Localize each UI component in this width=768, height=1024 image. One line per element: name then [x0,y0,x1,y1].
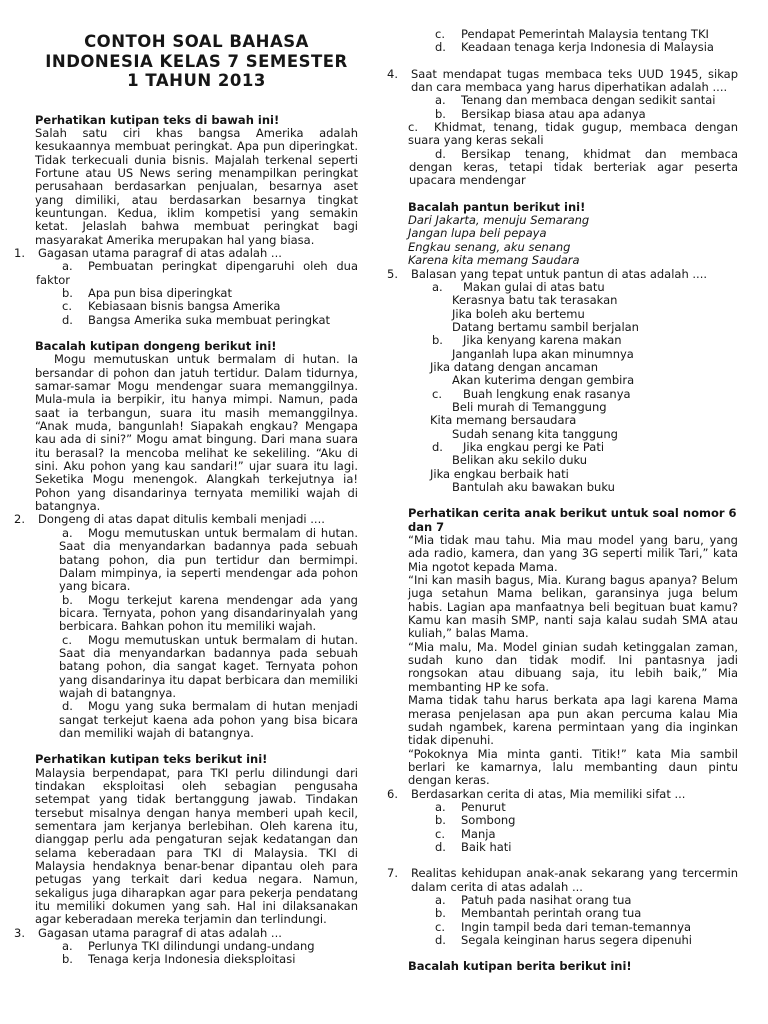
pantun-answer-line: Jika engkau pergi ke Pati [463,439,605,454]
question-4-option-d [387,148,738,188]
option-text: Membantah perintah orang tua [461,906,642,921]
question-2-text: Dongeng di atas dapat ditulis kembali menjadi .... [38,512,325,527]
pantun-answer-line: Datang bertamu sambil berjalan [452,319,639,334]
pantun-answer-line: Jika datang dengan ancaman [430,359,599,374]
question-5-number: 5. [387,266,398,281]
question-4-option-c [387,121,738,148]
story-paragraph-5: “Pokoknya Mia minta ganti. Titik!” kata Mia sambil berlari ke kamarnya, lalu membanting daun pintu dengan keras. [408,746,738,788]
option-text: Manja [461,826,496,841]
option-text: Khidmat, tenang, tidak gugup, membaca dengan suara yang keras sekali [408,120,738,148]
option-text: Baik hati [461,839,512,854]
left-column [14,28,358,967]
option-text: Apa pun bisa diperingkat [88,285,232,300]
right-column [387,28,738,974]
option-label: c. [435,826,445,841]
question-3-option-b [14,953,358,966]
question-1-option-d [14,314,358,327]
question-1-option-a [14,260,358,287]
pantun-answer-line: Kerasnya batu tak terasakan [452,293,618,308]
option-label: a. [62,525,73,540]
question-1-text: Gagasan utama paragraf di atas adalah ... [38,245,282,260]
question-6-option-d [387,841,738,854]
option-label: d. [435,146,446,161]
option-label: b. [62,285,73,300]
option-text: Ingin tampil beda dari teman-temannya [461,919,692,934]
option-label: a. [62,939,73,954]
option-text: Penurut [461,799,506,814]
question-2 [14,513,358,526]
option-label: b. [435,813,446,828]
question-2-option-c [14,634,358,701]
option-label: d. [435,933,446,947]
question-6 [387,788,738,801]
section-heading-pantun: Bacalah pantun berikut ini! [408,199,586,214]
option-text: Tenaga kerja Indonesia dieksploitasi [88,952,296,967]
option-text: Bersikap tenang, khidmat dan membaca dengan keras, tetapi tidak berteriak agar peserta upacara mendengar [409,146,738,188]
option-label: c. [62,299,72,314]
page-title [14,32,358,91]
option-text: Bersikap biasa atau apa adanya [461,106,646,121]
option-label: a. [432,279,443,294]
question-5-option-a [387,281,738,334]
question-3-option-a [14,940,358,953]
question-2-number: 2. [14,512,25,527]
option-text: Bangsa Amerika suka membuat peringkat [88,312,331,327]
question-7-option-a [387,894,738,907]
question-6-option-a [387,801,738,814]
section-heading-teks-2: Perhatikan kutipan teks berikut ini! [35,752,268,767]
pantun-answer-line: Buah lengkung enak rasanya [463,386,631,401]
section-heading-cerita: Perhatikan cerita anak berikut untuk soal nomor 6 dan 7 [408,506,737,534]
option-text: Segala keinginan harus segera dipenuhi [461,933,693,947]
pantun-answer-line: Sudah senang kita tanggung [452,426,618,441]
question-2-option-b [14,594,358,634]
pantun-answer-line: Jika engkau berbaik hati [430,466,569,481]
option-label: c. [432,386,442,401]
page-title-line-2: INDONESIA KELAS 7 SEMESTER [45,51,348,71]
question-6-text: Berdasarkan cerita di atas, Mia memiliki sifat ... [411,786,686,801]
question-4-option-a [387,94,738,107]
option-text: Perlunya TKI dilindungi undang-undang [88,939,315,954]
pantun-answer-line: Makan gulai di atas batu [463,279,605,294]
option-text: Keadaan tenaga kerja Indonesia di Malaysia [461,40,714,55]
pantun-answer-line: Jika kenyang karena makan [463,333,622,348]
option-label: b. [435,106,446,121]
option-label: a. [435,892,446,907]
pantun-line-3: Engkau senang, aku senang [408,239,571,254]
pantun-answer-line: Beli murah di Temanggung [452,399,607,414]
paragraph-amerika: Salah satu ciri khas bangsa Amerika adalah kesukaannya membuat peringkat. Apa pun diperingkat. Tidak terkecuali dunia bisnis. Majalah terkenal seperti Fortune atau US News sering menampilkan peringkat perusahaan berdasarkan penjualan, besarnya aset yang dimiliki, atau berdasarkan besarnya tingkat keuntungan. Kedua, iklim kompetisi yang semakin ketat. Jelaslah bahwa membuat peringkat bagi masyarakat Amerika merupakan hal yang biasa. [35,125,358,247]
pantun-line-2: Jangan lupa beli pepaya [408,226,547,241]
option-label: b. [432,333,443,348]
option-text: Sombong [461,813,516,828]
question-5-option-b [387,334,738,387]
option-label: d. [435,839,446,854]
paragraph-tki: Malaysia berpendapat, para TKI perlu dilindungi dari tindakan eksploitasi oleh sebagian pengusaha setempat yang tidak bertanggung jawab. Tindakan tersebut misalnya dengan hanya memberi upah kecil, sementara jam kerjanya berlebihan. Oleh karena itu, dianggap perlu ada pengaturan sejak kedatangan dan selama keberadaan para TKI di Malaysia. TKI di Malaysia hendaknya benar-benar dipantau oleh para petugas yang terkait dari kedua negara. Namun, sekaligus juga diharapkan agar para pekerja pendatang itu memiliki dokumen yang sah. Hal ini dilaksanakan agar keberadaan mereka terjamin dan terlindungi. [35,765,358,927]
page-title-line-3: 1 TAHUN 2013 [127,71,266,90]
option-label: d. [62,312,73,327]
question-1-number: 1. [14,245,25,260]
question-1-option-c [14,300,358,313]
paragraph-dongeng: Mogu memutuskan untuk bermalam di hutan. Ia bersandar di pohon dan jatuh tertidur. Dalam tidurnya, samar-samar Mogu mendengar suara memanggilnya. Mula-mula ia berpikir, itu hanya mimpi. Namun, pada saat ia terbangun, suara itu masih memanggilnya. “Anak muda, bangunlah! Siapakah engkau? Mengapa kau ada di sini?” Mogu amat bingung. Dari mana suara itu berasal? Ia mencoba melihat ke sekeliling. “Aku di sini. Aku pohon yang kau sandari!” ujar suara itu lagi. Seketika Mogu menengok. Alangkah terkejutnya ia! Pohon yang disandarinya ternyata memiliki wajah di batangnya. [35,352,358,514]
pantun-answer-line: Akan kuterima dengan gembira [452,373,635,388]
question-4-text: Saat mendapat tugas membaca teks UUD 1945, sikap dan cara membaca yang harus diperhatikan adalah .... [411,66,738,95]
question-4-number: 4. [387,66,398,81]
question-7-option-c [387,921,738,934]
option-label: d. [435,40,446,55]
option-label: d. [62,699,73,714]
story-paragraph-3: “Mia malu, Ma. Model ginian sudah ketinggalan zaman, sudah kuno dan tidak modif. Ini pantasnya jadi rongsokan atau dibuang saja, itu lebih baik,” Mia membanting HP ke sofa. [408,639,738,694]
option-text: Pendapat Pemerintah Malaysia tentang TKI [461,27,709,41]
pantun-answer-line: Jika boleh aku bertemu [452,306,585,321]
question-6-number: 6. [387,786,398,801]
section-heading-berita: Bacalah kutipan berita berikut ini! [408,959,632,974]
option-label: b. [62,952,73,967]
option-label: d. [432,439,443,454]
question-4 [387,68,738,95]
question-1-option-b [14,287,358,300]
question-5-option-d [387,441,738,494]
option-label: c. [62,632,72,647]
option-text: Mogu memutuskan untuk bermalam di hutan. Saat dia menyandarkan badannya pada sebuah batang pohon, dia sangat kaget. Ternyata pohon yang disandarinya itu dapat berbicara dan memiliki wajah di batangnya. [59,632,358,700]
question-4-option-b [387,108,738,121]
question-6-option-c [387,828,738,841]
question-7 [387,867,738,894]
question-5 [387,268,738,281]
question-6-option-b [387,814,738,827]
option-text: Tenang dan membaca dengan sedikit santai [461,93,716,108]
story-paragraph-1: “Mia tidak mau tahu. Mia mau model yang baru, yang ada radio, kamera, dan yang 3G seperti milik Tari,” kata Mia ngotot kepada Mama. [408,533,738,574]
option-label: c. [435,27,445,41]
question-7-number: 7. [387,866,398,881]
question-5-option-c [387,388,738,441]
option-label: c. [435,919,445,934]
question-7-option-d [387,934,738,947]
section-heading-dongeng: Bacalah kutipan dongeng berikut ini! [35,339,277,353]
question-1 [14,247,358,260]
question-3-option-c [387,28,738,41]
option-text: Patuh pada nasihat orang tua [461,892,632,907]
story-paragraph-4: Mama tidak tahu harus berkata apa lagi karena Mama merasa penjelasan apa pun akan percuma kalau Mia sudah ngambek, karena permintaan yang dia inginkan tidak dipenuhi. [408,693,738,748]
option-label: a. [435,93,446,108]
question-3-option-d [387,41,738,54]
option-label: a. [435,799,446,814]
option-text: Mogu memutuskan untuk bermalam di hutan. Saat dia menyandarkan badannya pada sebuah batang pohon, dia pun tertidur dan bermimpi. Dalam mimpinya, ia seperti mendengar ada pohon yang bicara. [59,525,358,594]
question-3-number: 3. [14,925,25,940]
option-label: b. [62,592,73,607]
option-label: a. [62,259,73,274]
option-label: c. [408,120,418,135]
question-7-text: Realitas kehidupan anak-anak sekarang yang tercermin dalam cerita di atas adalah ... [411,866,738,894]
question-3 [14,927,358,940]
pantun-answer-line: Kita memang bersaudara [430,413,577,428]
pantun-answer-line: Belikan aku sekilo duku [452,453,588,468]
question-2-option-d [14,700,358,740]
pantun-answer-line: Bantulah aku bawakan buku [452,480,615,494]
question-5-text: Balasan yang tepat untuk pantun di atas adalah .... [411,266,708,281]
question-3-text: Gagasan utama paragraf di atas adalah ... [38,925,282,940]
pantun-answer-line: Janganlah lupa akan minumnya [452,346,634,361]
option-text: Mogu yang suka bermalam di hutan menjadi sangat terkejut kaena ada pohon yang bisa bicara dan memiliki wajah di batangnya. [59,699,358,740]
option-text: Mogu terkejut karena mendengar ada yang bicara. Ternyata, pohon yang disandarinyalah yang berbicara. Bahkan pohon itu memiliki wajah. [59,592,358,634]
page-title-line-1: CONTOH SOAL BAHASA [84,32,309,51]
story-paragraph-2: “Ini kan masih bagus, Mia. Kurang bagus apanya? Belum juga setahun Mama belikan, garansinya juga belum habis. Lagian apa manfaatnya beli begituan buat kamu? Kamu kan masih SMP, nanti saja kalau sudah SMA atau kuliah,” balas Mama. [408,573,738,641]
pantun-line-1: Dari Jakarta, menuju Semarang [408,213,590,228]
option-text: Pembuatan peringkat dipengaruhi oleh dua faktor [36,259,358,287]
pantun-line-4: Karena kita memang Saudara [408,253,580,268]
question-7-option-b [387,907,738,920]
option-label: b. [435,906,446,921]
option-text: Kebiasaan bisnis bangsa Amerika [88,299,281,314]
question-2-option-a [14,527,358,594]
section-heading-teks-1: Perhatikan kutipan teks di bawah ini! [35,112,280,127]
